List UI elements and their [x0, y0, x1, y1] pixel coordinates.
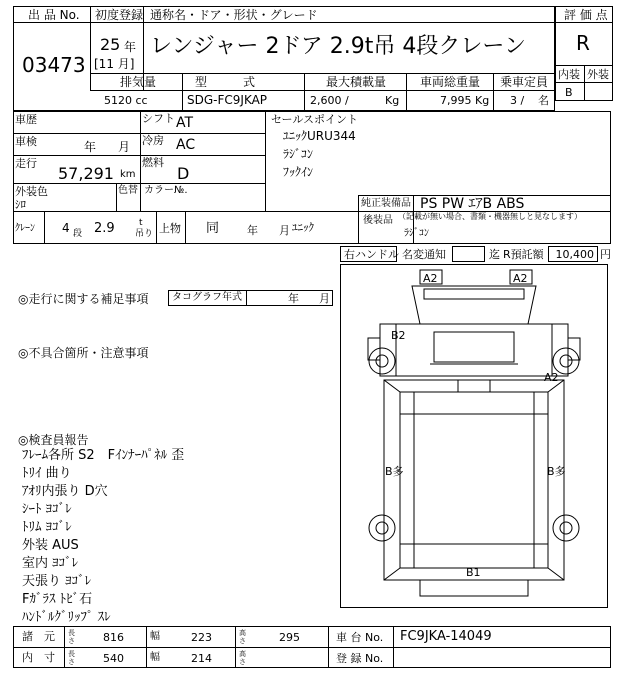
inspection-label: 車検 [15, 135, 37, 148]
width-label: 幅 [150, 652, 160, 663]
inspector-line: ﾄﾘﾑ ﾖｺﾞﾚ [22, 520, 72, 535]
crane-tonnage: 2.9 [94, 221, 115, 236]
color-change-label: 色替 [118, 185, 138, 196]
height-label: 高さ [239, 629, 246, 645]
divider [116, 183, 117, 211]
damage-mark: B2 [391, 329, 406, 342]
capacity-unit: 名 [538, 94, 549, 107]
tachograph-label: タコグラフ年式 [172, 292, 242, 303]
divider [304, 73, 305, 111]
steering-value: 右ハンドル [344, 248, 399, 261]
sales-point: ﾌｯｸｲﾝ [283, 165, 314, 179]
recycle-label: R預託額 [503, 248, 544, 261]
divider [185, 211, 186, 244]
divider [393, 626, 394, 668]
divider [235, 626, 236, 668]
gross-weight-label: 車両総重量 [420, 75, 481, 89]
capacity-value: 3 / [510, 94, 525, 107]
tachograph-year: 年 [288, 292, 299, 305]
inspector-line: ﾊﾝﾄﾞﾙｸﾞﾘｯﾌﾟ ｽﾚ [22, 610, 111, 625]
tachograph-month: 月 [319, 292, 330, 305]
divider [140, 111, 141, 211]
defects-label: ◎不具合箇所・注意事項 [18, 346, 149, 360]
inspection-year: 年 [84, 140, 97, 154]
name-label: 通称名・ドア・形状・グレード [150, 8, 318, 22]
lot-number: 03473 [22, 53, 86, 77]
mileage-unit: km [120, 169, 136, 180]
mileage-value: 57,291 [58, 164, 114, 183]
length-label: 長さ [68, 629, 75, 645]
crane-tonnage-unit: 吊り [135, 229, 154, 239]
divider [146, 626, 147, 668]
history-label: 車歴 [15, 113, 37, 126]
capacity-label: 乗車定員 [500, 75, 549, 89]
year-value: 25 [100, 35, 121, 54]
interior-label: 内装 [558, 68, 580, 81]
max-load-value: 2,600 / [310, 94, 349, 107]
upper-maker: ﾕﾆｯｸ [292, 221, 314, 234]
crane-tonnage-unit: t [139, 218, 143, 228]
sales-point: ﾕﾆｯｸURU344 [283, 129, 356, 143]
model-code-value: SDG-FC9JKAP [187, 93, 268, 107]
inspector-line: ﾌﾚｰﾑ各所 S2 Fｲﾝﾅｰﾊﾟﾈﾙ 歪 [22, 448, 185, 463]
divider [90, 73, 555, 74]
title-change-box [452, 246, 485, 262]
divider [13, 647, 611, 648]
color-label: 外装色 [15, 185, 48, 198]
divider [182, 73, 183, 111]
divider [13, 22, 555, 23]
divider [44, 211, 45, 244]
upper-same: 同 [206, 221, 220, 236]
divider [406, 73, 407, 111]
aftermarket-label: 後装品 [363, 215, 393, 226]
fuel-value: D [177, 164, 190, 183]
dims-row-label: 内 寸 [22, 651, 55, 664]
upper-month: 月 [279, 224, 290, 237]
divider [493, 73, 494, 111]
divider [156, 211, 157, 244]
registration-label: 登 録 No. [336, 652, 384, 665]
exterior-label: 外装 [587, 68, 609, 81]
score-label: 評 価 点 [564, 8, 608, 22]
score-value: R [576, 31, 590, 55]
divider [584, 65, 585, 101]
inspection-month: 月 [118, 140, 131, 154]
ac-value: AC [176, 137, 196, 153]
divider [265, 111, 266, 211]
inspector-line: ﾄﾘｲ 曲り [22, 466, 72, 481]
truck-diagram [340, 264, 608, 608]
model-name: レンジャー 2ドア 2.9t吊 4段クレーン [150, 34, 526, 59]
displacement-value: 5120 cc [104, 94, 148, 107]
inspector-line: ｼｰﾄ ﾖｺﾞﾚ [22, 502, 72, 517]
equipment-label: 純正装備品 [361, 198, 411, 209]
shift-label: シフト [142, 112, 175, 125]
damage-mark: A2 [423, 272, 438, 285]
tax-label: 迄 [489, 248, 500, 261]
displacement-label: 排気量 [120, 75, 157, 89]
year-unit: 年 [124, 40, 137, 54]
divider [328, 626, 329, 668]
divider [555, 22, 613, 23]
chassis-label: 車 台 No. [336, 631, 384, 644]
recycle-value: 10,400 [555, 248, 594, 261]
month-value: [11 月] [94, 57, 135, 71]
dims-row-label: 諸 元 [22, 630, 55, 643]
crane-stages-unit: 段 [73, 229, 83, 239]
drive-notes-label: ◎走行に関する補足事項 [18, 292, 149, 306]
divider [358, 195, 359, 244]
max-load-label: 最大積載量 [326, 75, 387, 89]
inspector-label: ◎検査員報告 [18, 433, 89, 447]
gross-weight-value: 7,995 Kg [440, 94, 490, 107]
damage-mark: B1 [466, 566, 481, 579]
aftermarket-note: （記載が無い場合、書類・機器無しと見なします） [398, 212, 582, 221]
crane-stages: 4 [62, 221, 70, 235]
dims-length: 816 [103, 631, 124, 644]
dims-width: 223 [191, 631, 212, 644]
divider [13, 183, 265, 184]
color-number-label: カラー№. [144, 185, 188, 196]
width-label: 幅 [150, 631, 160, 642]
aftermarket-value: ﾗｼﾞｺﾝ [404, 228, 429, 239]
recycle-unit: 円 [600, 248, 611, 261]
chassis-value: FC9JKA-14049 [400, 629, 492, 644]
interior-value: B [565, 86, 573, 99]
upper-year: 年 [247, 224, 258, 237]
inspector-line: 室内 ﾖｺﾞﾚ [22, 556, 79, 571]
divider [246, 290, 247, 306]
length-label: 長さ [68, 650, 75, 666]
dims-height: 295 [279, 631, 300, 644]
inspector-line: 外装 AUS [22, 538, 79, 553]
divider [13, 133, 265, 134]
first-reg-label: 初度登録 [95, 8, 144, 22]
color-value: ｼﾛ [15, 198, 26, 211]
dims-length: 540 [103, 652, 124, 665]
divider [90, 6, 91, 90]
damage-mark: A2 [544, 371, 559, 384]
model-code-label: 型 式 [195, 75, 256, 89]
inspector-line: 天張り ﾖｺﾞﾚ [22, 574, 92, 589]
crane-label: ｸﾚｰﾝ [15, 223, 35, 234]
damage-mark: B多 [547, 465, 566, 478]
mileage-label: 走行 [15, 157, 37, 170]
divider [64, 626, 65, 668]
inspector-line: Fｶﾞﾗｽ ﾄﾋﾞ石 [22, 592, 93, 607]
shift-value: AT [176, 115, 194, 131]
dims-width: 214 [191, 652, 212, 665]
upper-label: 上物 [159, 222, 181, 235]
lot-label: 出 品 No. [28, 8, 80, 22]
ac-label: 冷房 [142, 134, 164, 147]
damage-mark: B多 [385, 465, 404, 478]
sales-label: セールスポイント [271, 113, 359, 126]
inspector-line: ｱｵﾘ内張り D穴 [22, 484, 108, 499]
title-change-label: 名変通知 [402, 248, 446, 261]
max-load-unit: Kg [385, 94, 400, 107]
fuel-label: 燃料 [142, 156, 164, 169]
sales-point: ﾗｼﾞｺﾝ [283, 147, 314, 161]
height-label: 高さ [239, 650, 246, 666]
damage-mark: A2 [513, 272, 528, 285]
divider [90, 90, 555, 91]
divider [13, 155, 265, 156]
equipment-value: PS PW ｴｱB ABS [420, 196, 525, 212]
